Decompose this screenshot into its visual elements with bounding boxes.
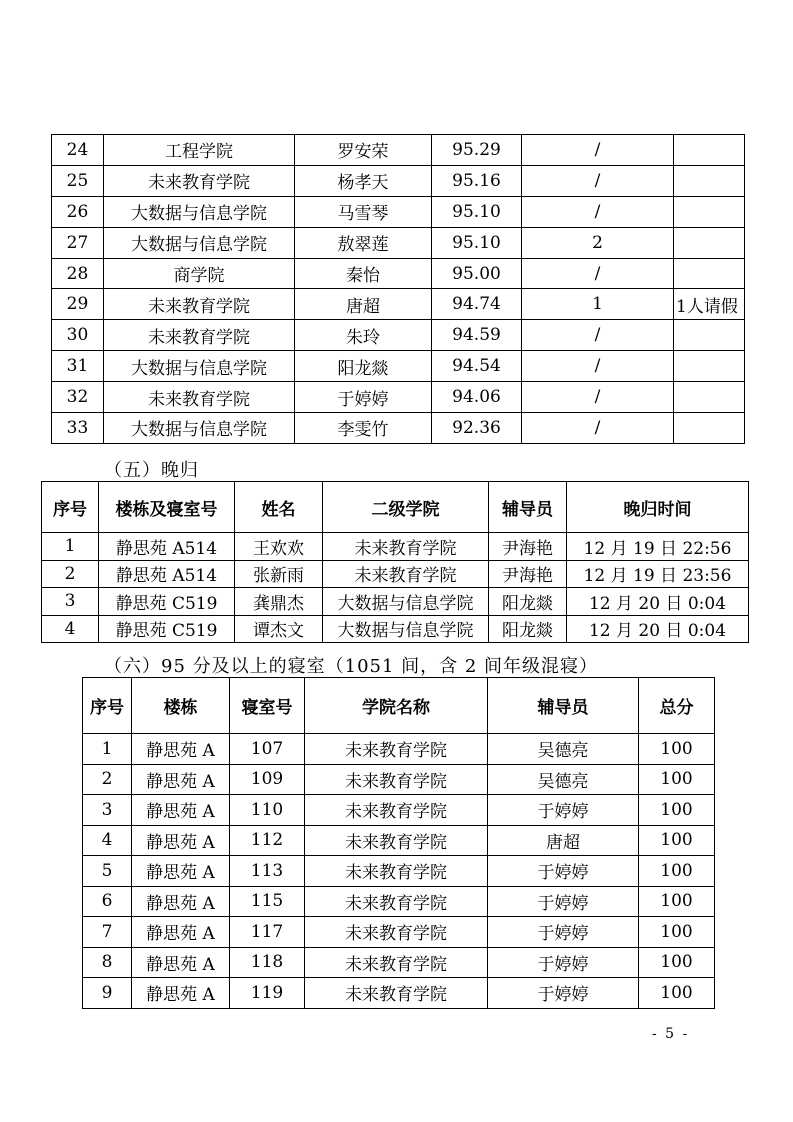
table-cell: 4: [83, 825, 132, 856]
table-cell: 吴德亮: [488, 734, 639, 765]
table-cell: 100: [639, 886, 715, 917]
table-cell: 大数据与信息学院: [104, 413, 295, 444]
table-cell: 2: [83, 764, 132, 795]
table-cell: /: [522, 258, 674, 289]
table-cell: 龚鼎杰: [235, 588, 323, 616]
section-heading-late-return: （五）晚归: [104, 460, 199, 481]
table-cell: 大数据与信息学院: [323, 615, 489, 643]
table-cell: 未来教育学院: [305, 795, 488, 826]
table-cell: 100: [639, 856, 715, 887]
table-cell: 吴德亮: [488, 764, 639, 795]
table-cell: 谭杰文: [235, 615, 323, 643]
table-row: [83, 947, 715, 978]
table-cell: [674, 382, 745, 413]
table-cell: 朱玲: [295, 320, 432, 351]
table-cell: 大数据与信息学院: [323, 588, 489, 616]
table-cell: 王欢欢: [235, 533, 323, 561]
table-cell: 2: [522, 227, 674, 258]
table-cell: 尹海艳: [489, 560, 567, 588]
table-cell: 未来教育学院: [305, 856, 488, 887]
table-cell: 唐超: [488, 825, 639, 856]
table-cell: 12 月 20 日 0:04: [567, 588, 749, 616]
table-cell: 32: [52, 382, 104, 413]
table-cell: 94.06: [432, 382, 522, 413]
table-cell: 于婷婷: [488, 917, 639, 948]
table-cell: 静思苑 A514: [99, 560, 235, 588]
table-cell: 未来教育学院: [104, 165, 295, 196]
table-cell: 静思苑 A: [132, 917, 230, 948]
table-row: [52, 382, 745, 413]
table-cell: 唐超: [295, 289, 432, 320]
table-cell: 静思苑 C519: [99, 588, 235, 616]
table-cell: 25: [52, 165, 104, 196]
table-cell: 未来教育学院: [323, 533, 489, 561]
column-header: 辅导员: [488, 678, 639, 734]
table-cell: 29: [52, 289, 104, 320]
table-cell: 阳龙燚: [489, 615, 567, 643]
table-cell: 尹海艳: [489, 533, 567, 561]
table-cell: [674, 413, 745, 444]
table-header-row: [83, 678, 715, 734]
table-cell: 6: [83, 886, 132, 917]
table-cell: [674, 135, 745, 166]
table-cell: 静思苑 A: [132, 734, 230, 765]
table-cell: 于婷婷: [488, 947, 639, 978]
table-cell: 1: [42, 533, 99, 561]
table-cell: 于婷婷: [488, 886, 639, 917]
table-cell: 未来教育学院: [104, 382, 295, 413]
table-cell: [674, 227, 745, 258]
table-cell: 95.10: [432, 196, 522, 227]
table-row: [52, 351, 745, 382]
table-row: [83, 795, 715, 826]
table-cell: 未来教育学院: [104, 320, 295, 351]
table-cell: 未来教育学院: [305, 978, 488, 1009]
column-header: 晚归时间: [567, 482, 749, 533]
table-cell: 大数据与信息学院: [104, 351, 295, 382]
table-cell: 阳龙燚: [295, 351, 432, 382]
table-cell: 26: [52, 196, 104, 227]
table-cell: 109: [230, 764, 305, 795]
table-cell: 31: [52, 351, 104, 382]
table-cell: 28: [52, 258, 104, 289]
page-number: - 5 -: [652, 1026, 690, 1042]
table-row: [42, 615, 749, 643]
table-cell: 110: [230, 795, 305, 826]
table-cell: 未来教育学院: [305, 947, 488, 978]
table-cell: 静思苑 A: [132, 886, 230, 917]
column-header: 总分: [639, 678, 715, 734]
table-cell: 静思苑 A: [132, 978, 230, 1009]
table-cell: 1: [83, 734, 132, 765]
table-cell: 12 月 20 日 0:04: [567, 615, 749, 643]
table-cell: 4: [42, 615, 99, 643]
table-cell: /: [522, 413, 674, 444]
table-cell: 静思苑 C519: [99, 615, 235, 643]
table-cell: 于婷婷: [488, 795, 639, 826]
table-cell: 3: [42, 588, 99, 616]
table-cell: 100: [639, 978, 715, 1009]
table-cell: 未来教育学院: [305, 825, 488, 856]
table-cell: /: [522, 382, 674, 413]
table-cell: 94.74: [432, 289, 522, 320]
table-cell: 未来教育学院: [305, 917, 488, 948]
table-cell: 118: [230, 947, 305, 978]
table-cell: 119: [230, 978, 305, 1009]
table-cell: 静思苑 A514: [99, 533, 235, 561]
table-cell: /: [522, 320, 674, 351]
table-cell: 商学院: [104, 258, 295, 289]
table-cell: 敖翠莲: [295, 227, 432, 258]
table-cell: 静思苑 A: [132, 764, 230, 795]
table-cell: 杨孝天: [295, 165, 432, 196]
table-header-row: [42, 482, 749, 533]
table-cell: 94.59: [432, 320, 522, 351]
column-header: 楼栋及寝室号: [99, 482, 235, 533]
column-header: 辅导员: [489, 482, 567, 533]
table-cell: [674, 351, 745, 382]
table-cell: 94.54: [432, 351, 522, 382]
column-header: 姓名: [235, 482, 323, 533]
table-cell: 阳龙燚: [489, 588, 567, 616]
table-cell: 8: [83, 947, 132, 978]
table-cell: 罗安荣: [295, 135, 432, 166]
table-row: [83, 825, 715, 856]
column-header: 学院名称: [305, 678, 488, 734]
table-row: [83, 856, 715, 887]
table-cell: 100: [639, 795, 715, 826]
table-cell: 95.29: [432, 135, 522, 166]
table-cell: 30: [52, 320, 104, 351]
column-header: 序号: [42, 482, 99, 533]
table-row: [42, 560, 749, 588]
dorm-ranking-table: [51, 134, 745, 444]
table-cell: 100: [639, 947, 715, 978]
table-cell: 5: [83, 856, 132, 887]
table-cell: 静思苑 A: [132, 795, 230, 826]
table-cell: 李雯竹: [295, 413, 432, 444]
table-row: [83, 917, 715, 948]
late-return-table: [41, 481, 749, 643]
table-cell: [674, 165, 745, 196]
table-row: [83, 734, 715, 765]
table-row: [52, 227, 745, 258]
table-cell: 大数据与信息学院: [104, 227, 295, 258]
table-cell: 于婷婷: [488, 978, 639, 1009]
table-cell: 未来教育学院: [305, 734, 488, 765]
table-cell: 100: [639, 825, 715, 856]
table-cell: 7: [83, 917, 132, 948]
table-cell: 27: [52, 227, 104, 258]
table-cell: 100: [639, 917, 715, 948]
table-cell: 马雪琴: [295, 196, 432, 227]
table-cell: 92.36: [432, 413, 522, 444]
table-cell: 1: [522, 289, 674, 320]
table-row: [42, 588, 749, 616]
column-header: 寝室号: [230, 678, 305, 734]
table-row: [83, 764, 715, 795]
table-row: [52, 196, 745, 227]
table-row: [42, 533, 749, 561]
table-cell: 未来教育学院: [305, 764, 488, 795]
table-cell: 24: [52, 135, 104, 166]
table-row: [52, 413, 745, 444]
column-header: 序号: [83, 678, 132, 734]
section-heading-high-score-dorms: （六）95 分及以上的寝室（1051 间，含 2 间年级混寝）: [104, 656, 599, 677]
table-cell: 100: [639, 764, 715, 795]
table-cell: 12 月 19 日 22:56: [567, 533, 749, 561]
table-cell: 工程学院: [104, 135, 295, 166]
table-cell: 3: [83, 795, 132, 826]
column-header: 楼栋: [132, 678, 230, 734]
table-row: [52, 135, 745, 166]
table-cell: 117: [230, 917, 305, 948]
table-cell: 于婷婷: [295, 382, 432, 413]
high-score-dorm-table: [82, 677, 715, 1009]
table-cell: 113: [230, 856, 305, 887]
table-cell: 95.00: [432, 258, 522, 289]
table-cell: 112: [230, 825, 305, 856]
table-cell: 于婷婷: [488, 856, 639, 887]
table-cell: /: [522, 196, 674, 227]
table-cell: 95.10: [432, 227, 522, 258]
table-cell: 未来教育学院: [104, 289, 295, 320]
table-row: [52, 258, 745, 289]
table-cell: /: [522, 135, 674, 166]
table-cell: 115: [230, 886, 305, 917]
table-cell: [674, 196, 745, 227]
table-cell: 静思苑 A: [132, 825, 230, 856]
table-cell: 33: [52, 413, 104, 444]
table-cell: 未来教育学院: [305, 886, 488, 917]
table-row: [83, 886, 715, 917]
table-cell: 静思苑 A: [132, 856, 230, 887]
table-cell: 张新雨: [235, 560, 323, 588]
table-cell: 100: [639, 734, 715, 765]
table-row: [83, 978, 715, 1009]
table-row: [52, 289, 745, 320]
table-cell: 静思苑 A: [132, 947, 230, 978]
table-cell: 1人请假: [674, 289, 745, 320]
table-cell: /: [522, 165, 674, 196]
table-cell: 大数据与信息学院: [104, 196, 295, 227]
table-cell: 95.16: [432, 165, 522, 196]
table-cell: 未来教育学院: [323, 560, 489, 588]
table-cell: 9: [83, 978, 132, 1009]
table-row: [52, 165, 745, 196]
table-cell: [674, 320, 745, 351]
table-cell: 2: [42, 560, 99, 588]
table-cell: 107: [230, 734, 305, 765]
table-cell: [674, 258, 745, 289]
table-cell: 秦怡: [295, 258, 432, 289]
table-cell: 12 月 19 日 23:56: [567, 560, 749, 588]
table-row: [52, 320, 745, 351]
table-cell: /: [522, 351, 674, 382]
column-header: 二级学院: [323, 482, 489, 533]
